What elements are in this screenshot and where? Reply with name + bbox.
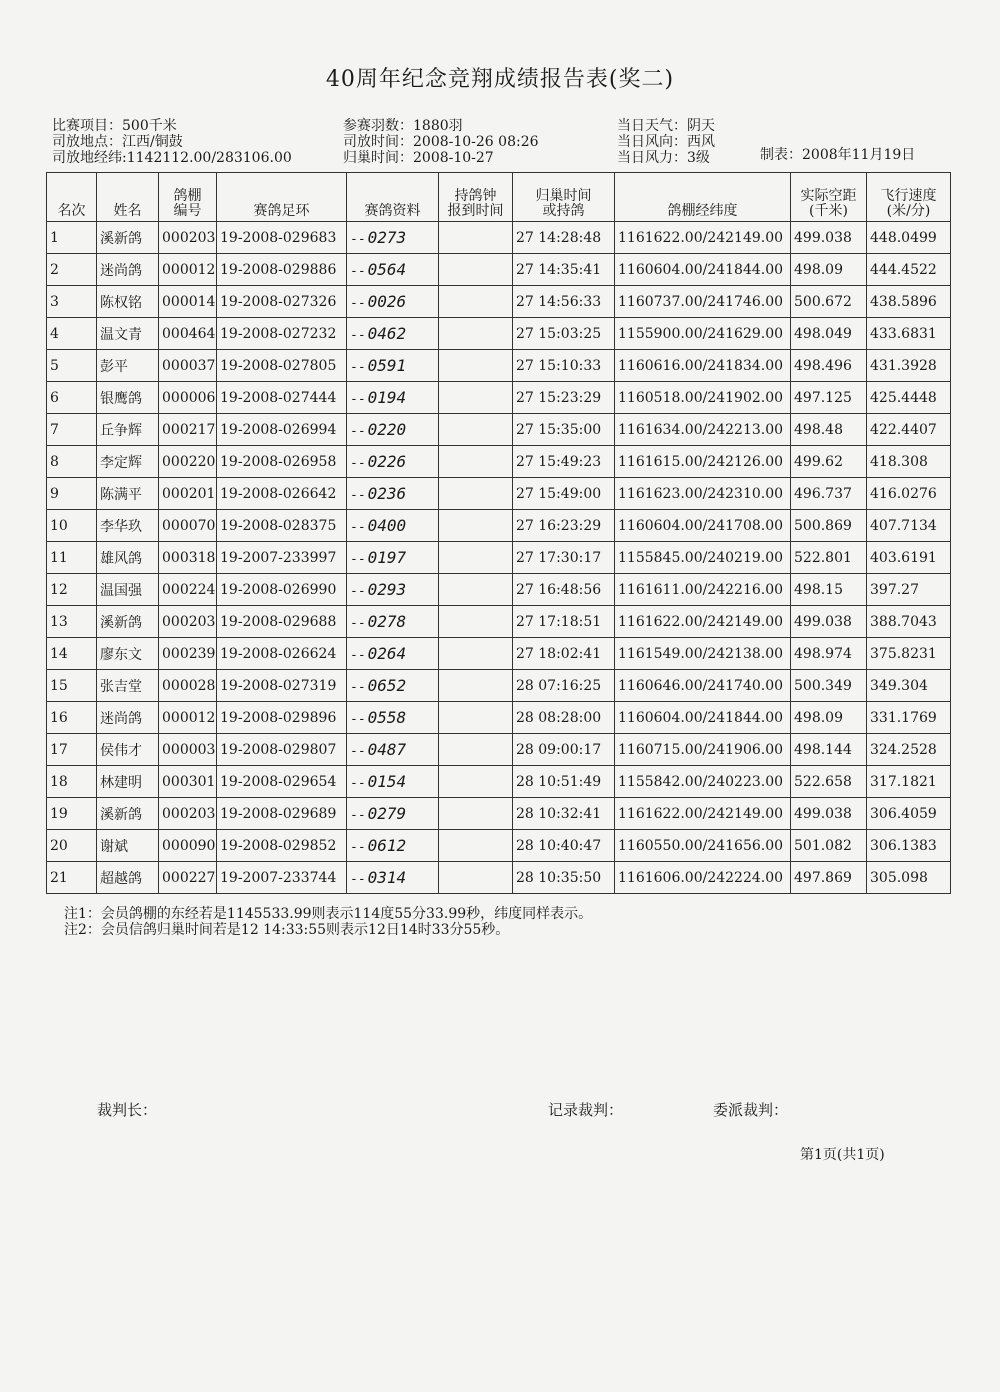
ring-cell: 19-2008-029683 xyxy=(217,222,347,254)
ring-cell: 19-2008-027444 xyxy=(217,382,347,414)
speed-cell: 349.304 xyxy=(867,670,951,702)
handwritten-number: 0220 xyxy=(367,420,407,439)
distance-cell: 496.737 xyxy=(791,478,867,510)
race-distance: 比赛项目：500千米 xyxy=(52,118,177,134)
table-row xyxy=(47,798,951,830)
speed-cell: 397.27 xyxy=(867,574,951,606)
page-number: 第1页(共1页) xyxy=(800,1147,885,1163)
distance-cell: 522.658 xyxy=(791,766,867,798)
arrival-time-cell: 27 15:35:00 xyxy=(513,414,615,446)
ring-cell: 19-2008-028375 xyxy=(217,510,347,542)
rank-cell: 1 xyxy=(47,222,97,254)
loft-coordinates-cell: 1155842.00/240223.00 xyxy=(615,766,791,798)
table-row xyxy=(47,638,951,670)
speed-cell: 433.6831 xyxy=(867,318,951,350)
loft-coordinates-cell: 1161615.00/242126.00 xyxy=(615,446,791,478)
name-cell: 银鹰鸽 xyxy=(97,382,159,414)
name-cell: 李定辉 xyxy=(97,446,159,478)
handwritten-number: 0400 xyxy=(367,516,407,535)
loft-coordinates-cell: 1161622.00/242149.00 xyxy=(615,798,791,830)
handwritten-number: 0314 xyxy=(367,868,407,887)
table-row xyxy=(47,702,951,734)
table-row xyxy=(47,478,951,510)
ring-cell: 19-2008-029654 xyxy=(217,766,347,798)
loft-coordinates-cell: 1161611.00/242216.00 xyxy=(615,574,791,606)
loft-coordinates-cell: 1160646.00/241740.00 xyxy=(615,670,791,702)
table-row xyxy=(47,606,951,638)
bird-info-cell: -- 0612 xyxy=(347,830,439,862)
rank-cell: 13 xyxy=(47,606,97,638)
handwritten-number: 0194 xyxy=(367,388,407,407)
loft-id-cell: 000318 xyxy=(159,542,217,574)
name-cell: 溪新鸽 xyxy=(97,606,159,638)
column-header: 赛鸽资料 xyxy=(347,173,439,222)
ring-cell: 19-2008-027319 xyxy=(217,670,347,702)
notes xyxy=(64,906,592,938)
clock-time-cell xyxy=(439,542,513,574)
speed-cell: 416.0276 xyxy=(867,478,951,510)
rank-cell: 19 xyxy=(47,798,97,830)
loft-id-cell: 000014 xyxy=(159,286,217,318)
loft-id-cell: 000217 xyxy=(159,414,217,446)
bird-info-cell: -- 0564 xyxy=(347,254,439,286)
loft-id-cell: 000003 xyxy=(159,734,217,766)
loft-coordinates-cell: 1160604.00/241844.00 xyxy=(615,254,791,286)
note-1: 注1：会员鸽棚的东经若是1145533.99则表示114度55分33.99秒，纬度同样表示。 xyxy=(64,906,593,922)
rank-cell: 12 xyxy=(47,574,97,606)
rank-cell: 3 xyxy=(47,286,97,318)
clock-time-cell xyxy=(439,382,513,414)
name-cell: 超越鸽 xyxy=(97,862,159,894)
speed-cell: 403.6191 xyxy=(867,542,951,574)
rank-cell: 20 xyxy=(47,830,97,862)
arrival-time-cell: 28 10:32:41 xyxy=(513,798,615,830)
speed-cell: 388.7043 xyxy=(867,606,951,638)
loft-id-cell: 000224 xyxy=(159,574,217,606)
table-header-row xyxy=(47,173,951,222)
clock-time-cell xyxy=(439,318,513,350)
arrival-time-cell: 28 09:00:17 xyxy=(513,734,615,766)
bird-info-cell: -- 0400 xyxy=(347,510,439,542)
name-cell: 溪新鸽 xyxy=(97,222,159,254)
loft-id-cell: 000227 xyxy=(159,862,217,894)
arrival-time-cell: 27 14:28:48 xyxy=(513,222,615,254)
ring-cell: 19-2008-029688 xyxy=(217,606,347,638)
loft-coordinates-cell: 1160518.00/241902.00 xyxy=(615,382,791,414)
loft-id-cell: 000301 xyxy=(159,766,217,798)
column-header: 实际空距 (千米) xyxy=(791,173,867,222)
clock-time-cell xyxy=(439,830,513,862)
loft-id-cell: 000203 xyxy=(159,606,217,638)
speed-cell: 431.3928 xyxy=(867,350,951,382)
bird-info-cell: -- 0314 xyxy=(347,862,439,894)
info-column-3 xyxy=(617,118,715,166)
note-2: 注2：会员信鸽归巢时间若是12 14:33:55则表示12日14时33分55秒。 xyxy=(64,922,510,938)
speed-cell: 448.0499 xyxy=(867,222,951,254)
handwritten-number: 0652 xyxy=(367,676,407,695)
arrival-time-cell: 28 10:51:49 xyxy=(513,766,615,798)
distance-cell: 499.038 xyxy=(791,222,867,254)
rank-cell: 21 xyxy=(47,862,97,894)
name-cell: 温国强 xyxy=(97,574,159,606)
ring-cell: 19-2008-026624 xyxy=(217,638,347,670)
release-coordinates: 司放地经纬:1142112.00/283106.00 xyxy=(52,150,292,166)
loft-coordinates-cell: 1161549.00/242138.00 xyxy=(615,638,791,670)
speed-cell: 438.5896 xyxy=(867,286,951,318)
column-header: 姓名 xyxy=(97,173,159,222)
rank-cell: 16 xyxy=(47,702,97,734)
report-title: 40周年纪念竞翔成绩报告表(奖二) xyxy=(325,67,675,92)
loft-id-cell: 000220 xyxy=(159,446,217,478)
rank-cell: 5 xyxy=(47,350,97,382)
name-cell: 侯伟才 xyxy=(97,734,159,766)
arrival-time-cell: 28 08:28:00 xyxy=(513,702,615,734)
table-row xyxy=(47,862,951,894)
handwritten-number: 0278 xyxy=(367,612,407,631)
ring-cell: 19-2008-026958 xyxy=(217,446,347,478)
bird-info-cell: -- 0273 xyxy=(347,222,439,254)
speed-cell: 407.7134 xyxy=(867,510,951,542)
info-column-1 xyxy=(52,118,292,166)
name-cell: 雄风鸽 xyxy=(97,542,159,574)
ring-cell: 19-2008-029807 xyxy=(217,734,347,766)
table-row xyxy=(47,350,951,382)
loft-coordinates-cell: 1160715.00/241906.00 xyxy=(615,734,791,766)
loft-id-cell: 000070 xyxy=(159,510,217,542)
distance-cell: 498.09 xyxy=(791,702,867,734)
loft-id-cell: 000028 xyxy=(159,670,217,702)
table-row xyxy=(47,318,951,350)
distance-cell: 499.038 xyxy=(791,798,867,830)
ring-cell: 19-2008-027232 xyxy=(217,318,347,350)
handwritten-number: 0462 xyxy=(367,324,407,343)
arrival-time-cell: 27 14:56:33 xyxy=(513,286,615,318)
speed-cell: 418.308 xyxy=(867,446,951,478)
rank-cell: 18 xyxy=(47,766,97,798)
arrival-time-cell: 27 16:23:29 xyxy=(513,510,615,542)
handwritten-number: 0612 xyxy=(367,836,407,855)
name-cell: 迷尚鸽 xyxy=(97,702,159,734)
distance-cell: 500.349 xyxy=(791,670,867,702)
table-row xyxy=(47,222,951,254)
loft-coordinates-cell: 1161634.00/242213.00 xyxy=(615,414,791,446)
distance-cell: 500.869 xyxy=(791,510,867,542)
arrival-time-cell: 28 07:16:25 xyxy=(513,670,615,702)
loft-coordinates-cell: 1160737.00/241746.00 xyxy=(615,286,791,318)
table-row xyxy=(47,574,951,606)
clock-time-cell xyxy=(439,510,513,542)
clock-time-cell xyxy=(439,574,513,606)
arrival-time-cell: 27 15:49:00 xyxy=(513,478,615,510)
distance-cell: 501.082 xyxy=(791,830,867,862)
clock-time-cell xyxy=(439,734,513,766)
loft-id-cell: 000012 xyxy=(159,702,217,734)
results-table xyxy=(46,172,951,894)
handwritten-number: 0564 xyxy=(367,260,407,279)
loft-id-cell: 000006 xyxy=(159,382,217,414)
loft-coordinates-cell: 1161606.00/242224.00 xyxy=(615,862,791,894)
clock-time-cell xyxy=(439,286,513,318)
bird-info-cell: -- 0652 xyxy=(347,670,439,702)
clock-time-cell xyxy=(439,638,513,670)
arrival-time-cell: 27 16:48:56 xyxy=(513,574,615,606)
loft-id-cell: 000203 xyxy=(159,798,217,830)
chief-judge-label: 裁判长： xyxy=(97,1101,158,1119)
loft-coordinates-cell: 1161623.00/242310.00 xyxy=(615,478,791,510)
clock-time-cell xyxy=(439,670,513,702)
ring-cell: 19-2007-233997 xyxy=(217,542,347,574)
column-header: 赛鸽足环 xyxy=(217,173,347,222)
table-row xyxy=(47,446,951,478)
distance-cell: 499.038 xyxy=(791,606,867,638)
ring-cell: 19-2008-027326 xyxy=(217,286,347,318)
arrival-time-cell: 28 10:40:47 xyxy=(513,830,615,862)
speed-cell: 317.1821 xyxy=(867,766,951,798)
arrival-time-cell: 27 18:02:41 xyxy=(513,638,615,670)
name-cell: 林建明 xyxy=(97,766,159,798)
distance-cell: 498.144 xyxy=(791,734,867,766)
arrival-time-cell: 27 15:10:33 xyxy=(513,350,615,382)
return-date: 归巢时间：2008-10-27 xyxy=(343,150,494,166)
wind-direction: 当日风向：西风 xyxy=(617,134,715,150)
clock-time-cell xyxy=(439,446,513,478)
rank-cell: 17 xyxy=(47,734,97,766)
name-cell: 温文青 xyxy=(97,318,159,350)
name-cell: 溪新鸽 xyxy=(97,798,159,830)
distance-cell: 497.869 xyxy=(791,862,867,894)
loft-coordinates-cell: 1160604.00/241844.00 xyxy=(615,702,791,734)
table-row xyxy=(47,286,951,318)
loft-id-cell: 000037 xyxy=(159,350,217,382)
ring-cell: 19-2008-026994 xyxy=(217,414,347,446)
handwritten-number: 0487 xyxy=(367,740,407,759)
loft-coordinates-cell: 1161622.00/242149.00 xyxy=(615,222,791,254)
bird-info-cell: -- 0278 xyxy=(347,606,439,638)
handwritten-number: 0591 xyxy=(367,356,407,375)
arrival-time-cell: 27 17:18:51 xyxy=(513,606,615,638)
speed-cell: 375.8231 xyxy=(867,638,951,670)
ring-cell: 19-2008-027805 xyxy=(217,350,347,382)
bird-info-cell: -- 0558 xyxy=(347,702,439,734)
clock-time-cell xyxy=(439,606,513,638)
arrival-time-cell: 27 17:30:17 xyxy=(513,542,615,574)
bird-info-cell: -- 0194 xyxy=(347,382,439,414)
handwritten-number: 0154 xyxy=(367,772,407,791)
column-header: 飞行速度 (米/分) xyxy=(867,173,951,222)
clock-time-cell xyxy=(439,222,513,254)
arrival-time-cell: 27 14:35:41 xyxy=(513,254,615,286)
clock-time-cell xyxy=(439,350,513,382)
name-cell: 谢斌 xyxy=(97,830,159,862)
loft-coordinates-cell: 1160604.00/241708.00 xyxy=(615,510,791,542)
speed-cell: 425.4448 xyxy=(867,382,951,414)
rank-cell: 14 xyxy=(47,638,97,670)
table-body xyxy=(47,222,951,894)
speed-cell: 331.1769 xyxy=(867,702,951,734)
bird-info-cell: -- 0487 xyxy=(347,734,439,766)
rank-cell: 2 xyxy=(47,254,97,286)
column-header: 鸽棚经纬度 xyxy=(615,173,791,222)
handwritten-number: 0273 xyxy=(367,228,407,247)
ring-cell: 19-2007-233744 xyxy=(217,862,347,894)
assigned-judge-label: 委派裁判： xyxy=(713,1101,789,1119)
rank-cell: 9 xyxy=(47,478,97,510)
release-location: 司放地点：江西/铜鼓 xyxy=(52,134,183,150)
ring-cell: 19-2008-026990 xyxy=(217,574,347,606)
handwritten-number: 0026 xyxy=(367,292,407,311)
handwritten-number: 0558 xyxy=(367,708,407,727)
bird-info-cell: -- 0591 xyxy=(347,350,439,382)
entry-count: 参赛羽数：1880羽 xyxy=(343,118,463,134)
rank-cell: 6 xyxy=(47,382,97,414)
handwritten-number: 0264 xyxy=(367,644,407,663)
handwritten-number: 0293 xyxy=(367,580,407,599)
loft-coordinates-cell: 1160616.00/241834.00 xyxy=(615,350,791,382)
table-row xyxy=(47,414,951,446)
arrival-time-cell: 27 15:03:25 xyxy=(513,318,615,350)
name-cell: 陈权铭 xyxy=(97,286,159,318)
column-header: 持鸽钟 报到时间 xyxy=(439,173,513,222)
name-cell: 陈满平 xyxy=(97,478,159,510)
name-cell: 丘争辉 xyxy=(97,414,159,446)
bird-info-cell: -- 0236 xyxy=(347,478,439,510)
rank-cell: 15 xyxy=(47,670,97,702)
name-cell: 张吉堂 xyxy=(97,670,159,702)
table-row xyxy=(47,510,951,542)
bird-info-cell: -- 0462 xyxy=(347,318,439,350)
loft-id-cell: 000464 xyxy=(159,318,217,350)
distance-cell: 498.48 xyxy=(791,414,867,446)
release-time: 司放时间：2008-10-26 08:26 xyxy=(343,134,539,150)
distance-cell: 522.801 xyxy=(791,542,867,574)
clock-time-cell xyxy=(439,702,513,734)
name-cell: 李华玖 xyxy=(97,510,159,542)
info-column-2 xyxy=(343,118,539,166)
weather: 当日天气：阴天 xyxy=(617,118,715,134)
speed-cell: 306.1383 xyxy=(867,830,951,862)
handwritten-number: 0279 xyxy=(367,804,407,823)
clock-time-cell xyxy=(439,798,513,830)
rank-cell: 10 xyxy=(47,510,97,542)
speed-cell: 324.2528 xyxy=(867,734,951,766)
wind-force: 当日风力：3级 xyxy=(617,150,710,166)
clock-time-cell xyxy=(439,254,513,286)
clock-time-cell xyxy=(439,478,513,510)
loft-id-cell: 000201 xyxy=(159,478,217,510)
table-row xyxy=(47,830,951,862)
ring-cell: 19-2008-029896 xyxy=(217,702,347,734)
handwritten-number: 0197 xyxy=(367,548,407,567)
loft-id-cell: 000203 xyxy=(159,222,217,254)
table-row xyxy=(47,734,951,766)
distance-cell: 498.15 xyxy=(791,574,867,606)
loft-coordinates-cell: 1155845.00/240219.00 xyxy=(615,542,791,574)
table-row xyxy=(47,382,951,414)
arrival-time-cell: 27 15:23:29 xyxy=(513,382,615,414)
speed-cell: 444.4522 xyxy=(867,254,951,286)
name-cell: 廖东文 xyxy=(97,638,159,670)
distance-cell: 500.672 xyxy=(791,286,867,318)
bird-info-cell: -- 0279 xyxy=(347,798,439,830)
ring-cell: 19-2008-029689 xyxy=(217,798,347,830)
table-row xyxy=(47,766,951,798)
distance-cell: 499.62 xyxy=(791,446,867,478)
bird-info-cell: -- 0220 xyxy=(347,414,439,446)
distance-cell: 498.049 xyxy=(791,318,867,350)
distance-cell: 498.09 xyxy=(791,254,867,286)
loft-coordinates-cell: 1155900.00/241629.00 xyxy=(615,318,791,350)
ring-cell: 19-2008-029852 xyxy=(217,830,347,862)
bird-info-cell: -- 0293 xyxy=(347,574,439,606)
clock-time-cell xyxy=(439,766,513,798)
column-header: 名次 xyxy=(47,173,97,222)
bird-info-cell: -- 0197 xyxy=(347,542,439,574)
bird-info-cell: -- 0264 xyxy=(347,638,439,670)
loft-id-cell: 000012 xyxy=(159,254,217,286)
bird-info-cell: -- 0154 xyxy=(347,766,439,798)
rank-cell: 4 xyxy=(47,318,97,350)
ring-cell: 19-2008-026642 xyxy=(217,478,347,510)
handwritten-number: 0226 xyxy=(367,452,407,471)
recording-judge-label: 记录裁判： xyxy=(548,1101,624,1119)
name-cell: 迷尚鸽 xyxy=(97,254,159,286)
bird-info-cell: -- 0226 xyxy=(347,446,439,478)
loft-id-cell: 000090 xyxy=(159,830,217,862)
ring-cell: 19-2008-029886 xyxy=(217,254,347,286)
table-row xyxy=(47,542,951,574)
report-date: 制表：2008年11月19日 xyxy=(760,147,916,163)
arrival-time-cell: 27 15:49:23 xyxy=(513,446,615,478)
loft-coordinates-cell: 1160550.00/241656.00 xyxy=(615,830,791,862)
arrival-time-cell: 28 10:35:50 xyxy=(513,862,615,894)
speed-cell: 422.4407 xyxy=(867,414,951,446)
distance-cell: 498.974 xyxy=(791,638,867,670)
rank-cell: 11 xyxy=(47,542,97,574)
distance-cell: 497.125 xyxy=(791,382,867,414)
loft-id-cell: 000239 xyxy=(159,638,217,670)
column-header: 鸽棚 编号 xyxy=(159,173,217,222)
distance-cell: 498.496 xyxy=(791,350,867,382)
clock-time-cell xyxy=(439,414,513,446)
handwritten-number: 0236 xyxy=(367,484,407,503)
loft-coordinates-cell: 1161622.00/242149.00 xyxy=(615,606,791,638)
table-row xyxy=(47,254,951,286)
table-row xyxy=(47,670,951,702)
clock-time-cell xyxy=(439,862,513,894)
column-header: 归巢时间 或持鸽 xyxy=(513,173,615,222)
speed-cell: 306.4059 xyxy=(867,798,951,830)
rank-cell: 7 xyxy=(47,414,97,446)
speed-cell: 305.098 xyxy=(867,862,951,894)
bird-info-cell: -- 0026 xyxy=(347,286,439,318)
rank-cell: 8 xyxy=(47,446,97,478)
name-cell: 彭平 xyxy=(97,350,159,382)
